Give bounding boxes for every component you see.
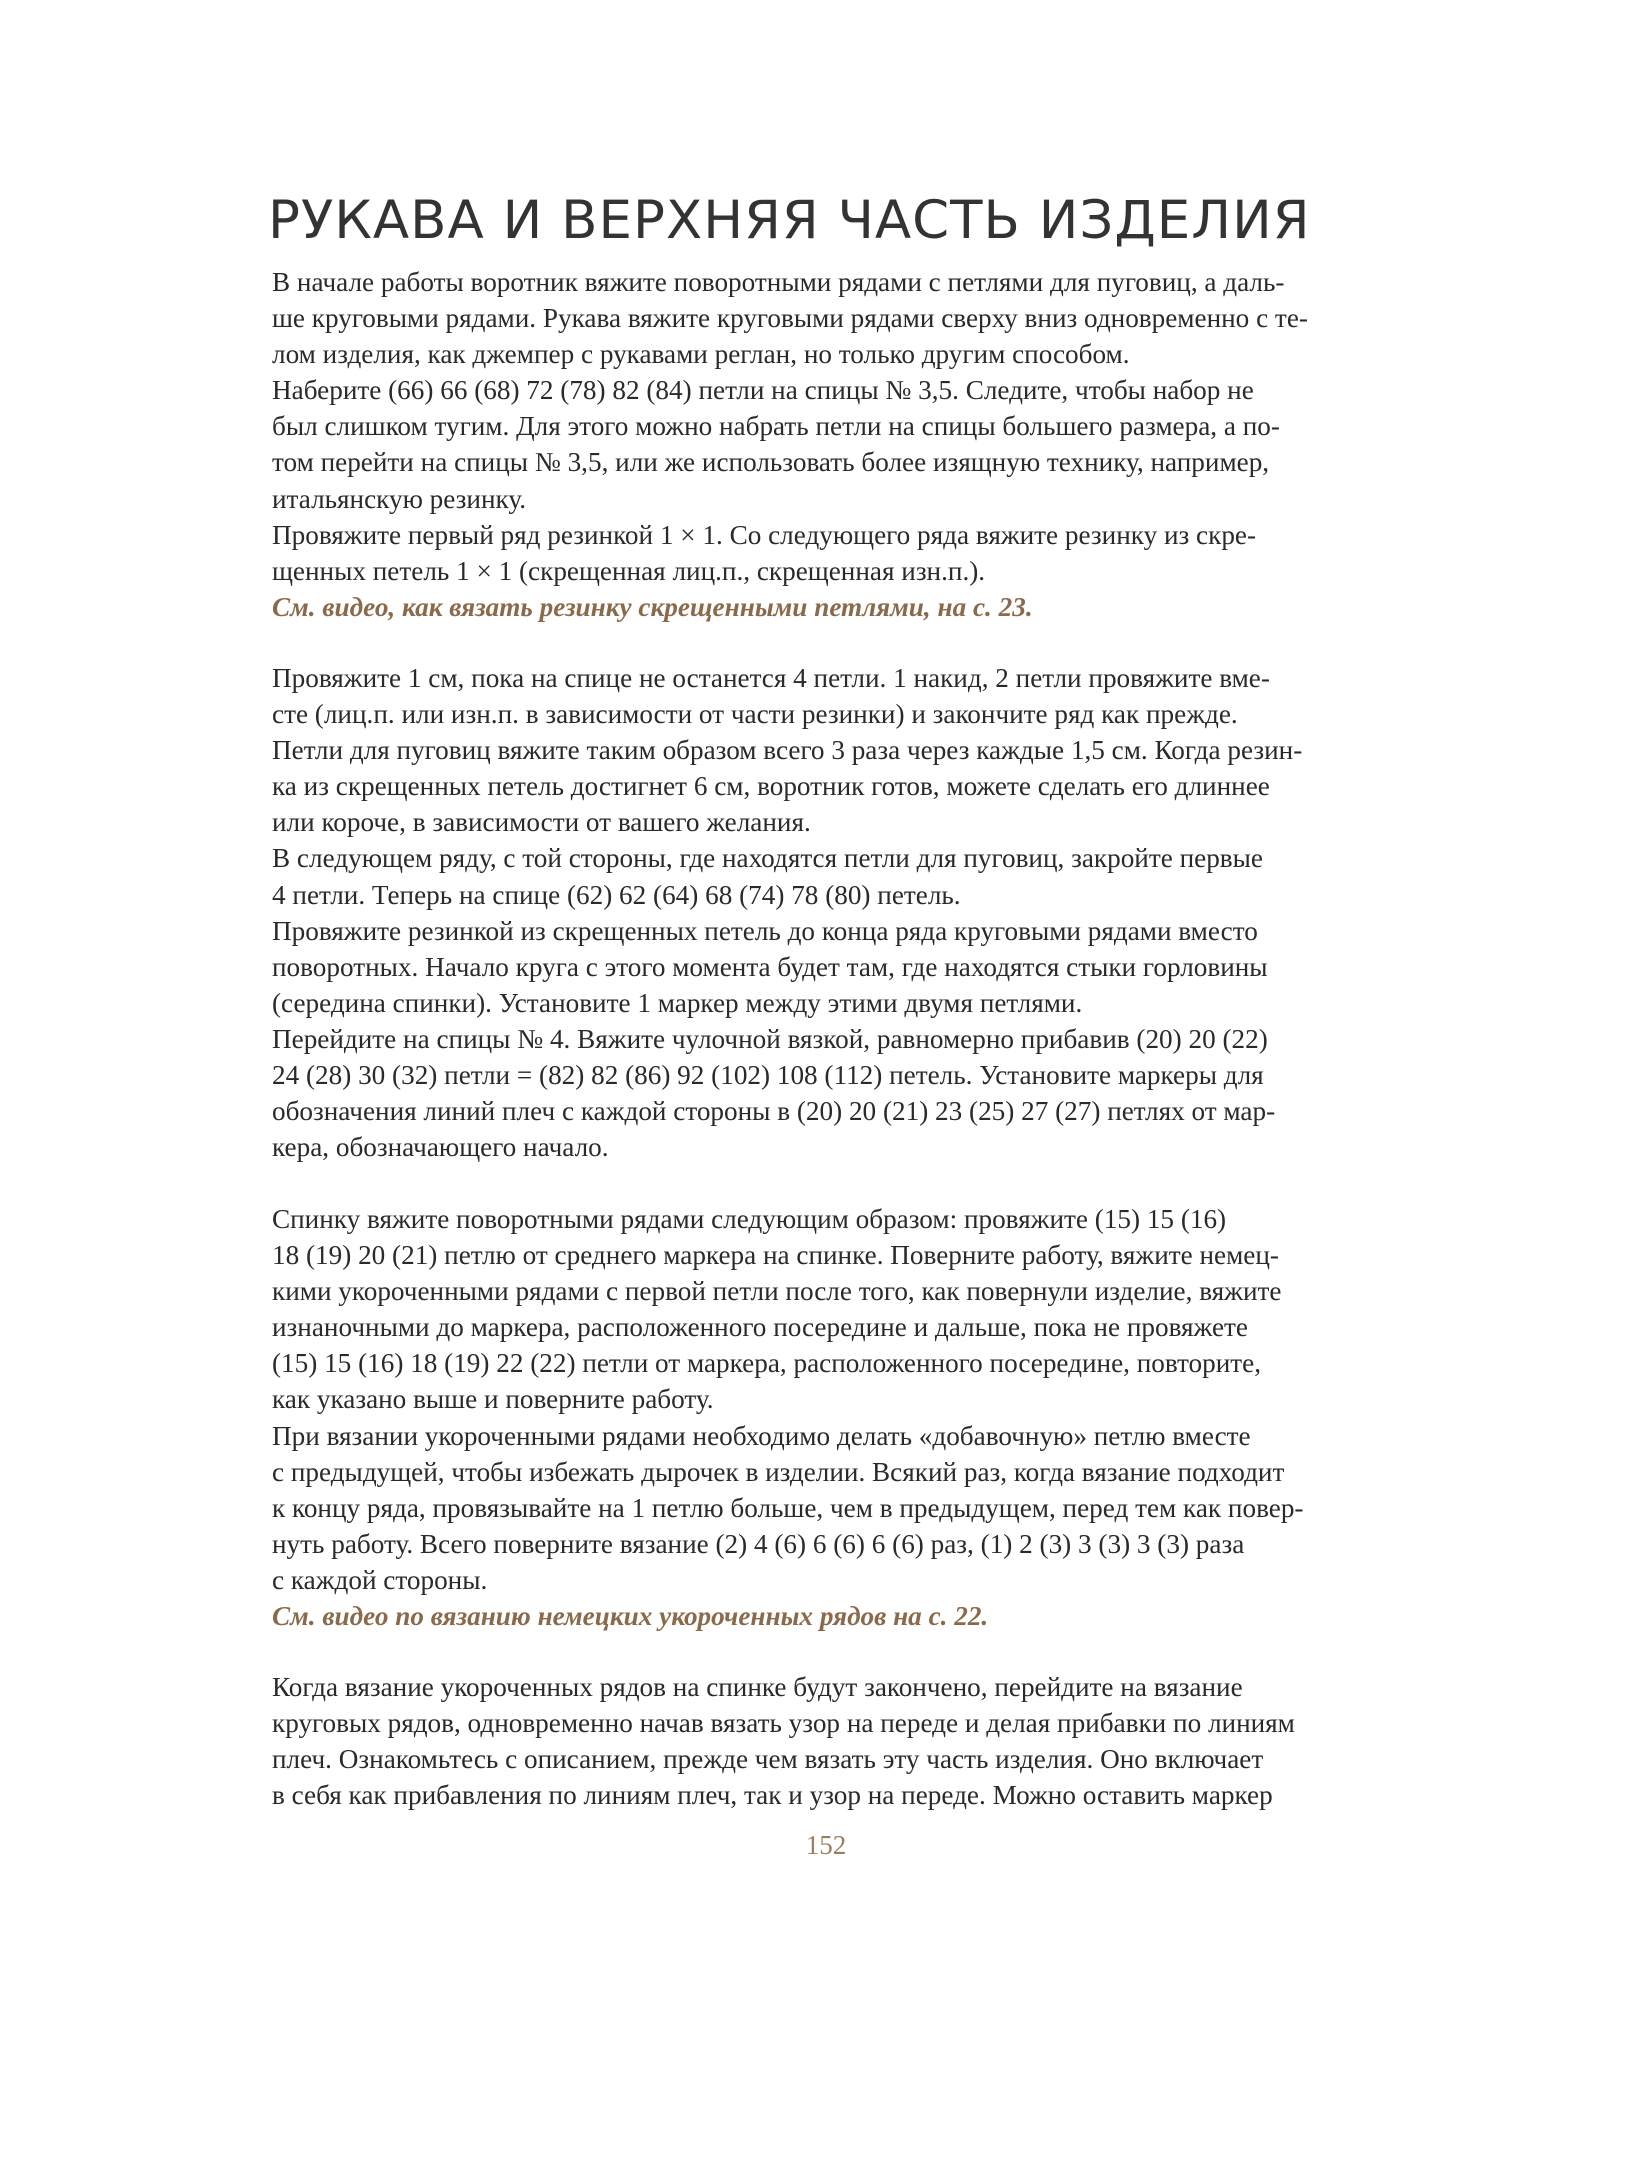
text-line: Когда вязание укороченных рядов на спинке будут закончено, перейдите на вязание (272, 1672, 1243, 1702)
text-line: Перейдите на спицы № 4. Вяжите чулочной вязкой, равномерно прибавив (20) 20 (22) (272, 1023, 1268, 1054)
text-line: ше круговыми рядами. Рукава вяжите круговыми рядами сверху вниз одновременно с те- (272, 303, 1308, 334)
paragraph-block-4 (272, 1669, 1472, 1813)
video-reference: См. видео, как вязать резинку скрещенными петлями, на с. 23. (272, 591, 1033, 622)
text-line: (15) 15 (16) 18 (19) 22 (22) петли от маркера, расположенного посередине, повторите, (272, 1348, 1262, 1379)
video-reference: См. видео по вязанию немецких укороченных рядов на с. 22. (272, 1601, 989, 1632)
text-line: как указано выше и поверните работу. (272, 1384, 714, 1415)
text-line: изнаночными до маркера, расположенного посередине и дальше, пока не провяжете (272, 1312, 1249, 1343)
text-line: 4 петли. Теперь на спице (62) 62 (64) 68 (74) 78 (80) петель. (272, 879, 961, 910)
text-line: поворотных. Начало круга с этого момента будет там, где находятся стыки горловины (272, 951, 1268, 982)
paragraph-block-1 (272, 264, 1472, 625)
text-line: в себя как прибавления по линиям плеч, так и узор на переде. Можно оставить маркер (272, 1780, 1273, 1811)
text-line: кера, обозначающего начало. (272, 1132, 609, 1163)
text-line: (середина спинки). Установите 1 маркер между этими двумя петлями. (272, 987, 1083, 1018)
text-line: Провяжите резинкой из скрещенных петель до конца ряда круговыми рядами вместо (272, 915, 1258, 946)
text-line: круговых рядов, одновременно начав вязать узор на переде и делая прибавки по линиям (272, 1708, 1295, 1739)
text-line: Спинку вяжите поворотными рядами следующим образом: провяжите (15) 15 (16) (272, 1204, 1227, 1234)
text-line: В следующем ряду, с той стороны, где находятся петли для пуговиц, закройте первые (272, 843, 1263, 874)
text-line: кими укороченными рядами с первой петли после того, как повернули изделие, вяжите (272, 1276, 1282, 1307)
text-line: 24 (28) 30 (32) петли = (82) 82 (86) 92 (102) 108 (112) петель. Установите маркеры для (272, 1060, 1264, 1091)
text-line: или короче, в зависимости от вашего желания. (272, 807, 811, 838)
text-line: В начале работы воротник вяжите поворотными рядами с петлями для пуговиц, а даль- (272, 267, 1285, 297)
text-line: 18 (19) 20 (21) петлю от среднего маркера на спинке. Поверните работу, вяжите немец- (272, 1240, 1279, 1271)
text-line: лом изделия, как джемпер с рукавами реглан, но только другим способом. (272, 339, 1130, 370)
text-line: При вязании укороченными рядами необходимо делать «добавочную» петлю вместе (272, 1420, 1251, 1451)
text-line: Провяжите первый ряд резинкой 1 × 1. Со следующего ряда вяжите резинку из скре- (272, 519, 1257, 550)
text-line: Наберите (66) 66 (68) 72 (78) 82 (84) петли на спицы № 3,5. Следите, чтобы набор не (272, 375, 1254, 406)
text-line: сте (лиц.п. или изн.п. в зависимости от части резинки) и закончите ряд как прежде. (272, 699, 1238, 730)
section-title: РУКАВА И ВЕРХНЯЯ ЧАСТЬ ИЗДЕЛИЯ (268, 190, 1311, 251)
text-line: итальянскую резинку. (272, 483, 527, 514)
text-line: к концу ряда, провязывайте на 1 петлю больше, чем в предыдущем, перед тем как повер- (272, 1492, 1304, 1523)
text-line: с предыдущей, чтобы избежать дырочек в изделии. Всякий раз, когда вязание подходит (272, 1456, 1285, 1487)
text-line: плеч. Ознакомьтесь с описанием, прежде чем вязать эту часть изделия. Оно включает (272, 1744, 1264, 1775)
text-line: щенных петель 1 × 1 (скрещенная лиц.п., скрещенная изн.п.). (272, 555, 986, 586)
paragraph-block-3 (272, 1201, 1472, 1634)
paragraph-block-2 (272, 660, 1472, 1165)
text-line: обозначения линий плеч с каждой стороны в (20) 20 (21) 23 (25) 27 (27) петлях от мар- (272, 1096, 1276, 1127)
page-number: 152 (805, 1830, 847, 1860)
text-line: том перейти на спицы № 3,5, или же использовать более изящную технику, например, (272, 447, 1270, 478)
text-line: нуть работу. Всего поверните вязание (2) 4 (6) 6 (6) 6 (6) раз, (1) 2 (3) 3 (3) 3 (3) раза (272, 1528, 1245, 1559)
text-line: Петли для пуговиц вяжите таким образом всего 3 раза через каждые 1,5 см. Когда резин- (272, 735, 1303, 766)
text-line: ка из скрещенных петель достигнет 6 см, воротник готов, можете сделать его длиннее (272, 771, 1270, 802)
text-line: был слишком тугим. Для этого можно набрать петли на спицы большего размера, а по- (272, 411, 1280, 442)
text-line: Провяжите 1 см, пока на спице не останется 4 петли. 1 накид, 2 петли провяжите вме- (272, 663, 1270, 693)
text-line: с каждой стороны. (272, 1564, 488, 1595)
